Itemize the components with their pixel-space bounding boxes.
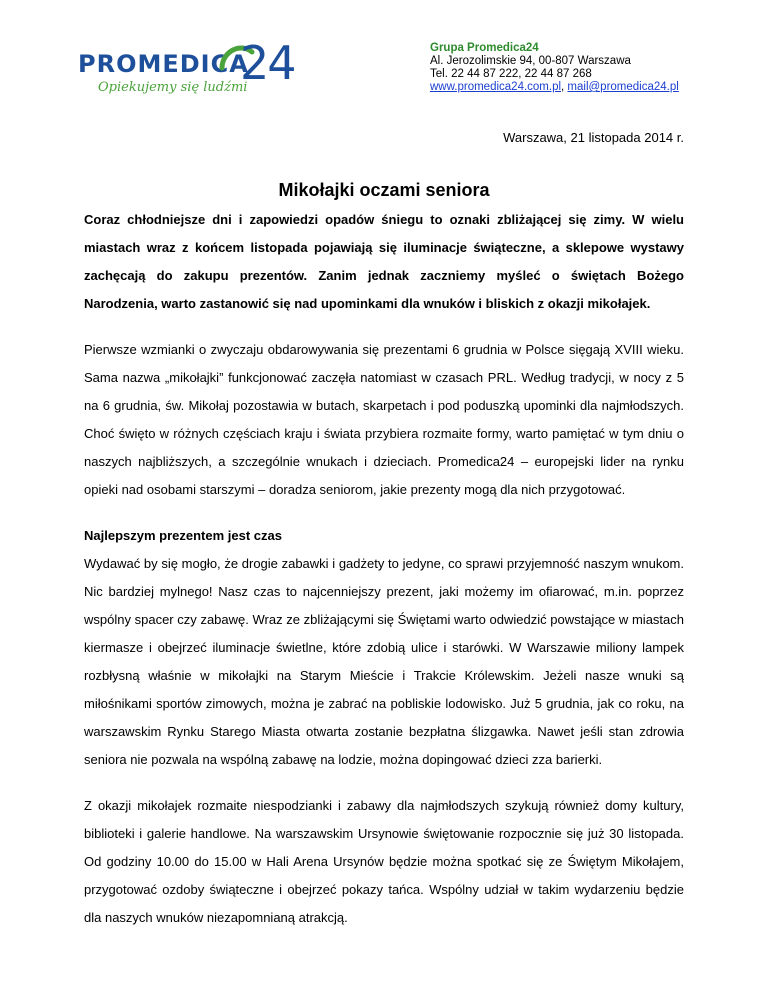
paragraph-1: Pierwsze wzmianki o zwyczaju obdarowywania się prezentami 6 grudnia w Polsce sięgają XVIII wieku. Sama nazwa „mikołajki” funkcjonować zaczęła natomiast w czasach PRL. Według tradycji, w nocy z 5 na 6 grudnia, św. Mikołaj pozostawia w butach, skarpetach i pod poduszką upominki dla najmłodszych. Choć święto w różnych częściach kraju i świata przybiera rozmaite formy, warto pamiętać w tym dniu o naszych najbliższych, a szczególnie wnukach i dzieciach. Promedica24 – europejski lider na rynku opieki nad osobami starszymi – doradza seniorom, jakie prezenty mogą dla nich przygotować. [84, 342, 684, 497]
company-name: Grupa Promedica24 [430, 42, 539, 54]
document-title: Mikołajki oczami seniora [278, 180, 490, 200]
company-address: Al. Jerozolimskie 94, 00-807 Warszawa [430, 55, 631, 67]
promedica24-logo [78, 28, 308, 98]
contact-separator: , [561, 81, 568, 93]
paragraph-3: Z okazji mikołajek rozmaite niespodzianki i zabawy dla najmłodszych szykują również domy kultury, biblioteki i galerie handlowe. Na warszawskim Ursynowie świętowanie rozpocznie się już 30 listopada. Od godziny 10.00 do 15.00 w Hali Arena Ursynów będzie można spotkać się ze Świętym Mikołajem, przygotować ozdoby świąteczne i obejrzeć pokazy tańca. Wspólny udział w takim wydarzeniu będzie dla naszych wnuków niezapomnianą atrakcją. [84, 798, 684, 925]
lead-paragraph: Coraz chłodniejsze dni i zapowiedzi opadów śniegu to oznaki zbliżającej się zimy. W wielu miastach wraz z końcem listopada pojawiają się iluminacje świąteczne, a sklepowe wystawy zachęcają do zakupu prezentów. Zanim jednak zaczniemy myśleć o świętach Bożego Narodzenia, warto zastanowić się nad upominkami dla wnuków i bliskich z okazji mikołajek. [84, 212, 684, 311]
document-body [84, 206, 684, 932]
website-link[interactable]: www.promedica24.com.pl [430, 81, 562, 93]
email-link[interactable]: mail@promedica24.pl [567, 81, 679, 93]
logo-name: PROMEDICA [78, 50, 249, 78]
company-phone: Tel. 22 44 87 222, 22 44 87 268 [430, 68, 592, 80]
company-contacts [430, 81, 679, 94]
paragraph-2: Wydawać by się mogło, że drogie zabawki i gadżety to jedyne, co sprawi przyjemność naszym wnukom. Nic bardziej mylnego! Nasz czas to najcenniejszy prezent, jaki możemy im ofiarować, m.in. poprzez wspólny spacer czy zabawę. Wraz ze zbliżającymi się Świętami warto odwiedzić powstające w miastach kiermasze i obejrzeć iluminacje świetlne, które zdobią ulice i starówki. W Warszawie miliony lampek rozbłysną właśnie w mikołajki na Starym Mieście i Trakcie Królewskim. Jeżeli nasze wnuki są miłośnikami sportów zimowych, można je zabrać na pobliskie lodowisko. Już 5 grudnia, jak co roku, na warszawskim Rynku Starego Miasta otwarta zostanie bezpłatna ślizgawka. Nawet jeśli stan zdrowia seniora nie pozwala na wspólną zabawę na lodzie, można dopingować dzieci zza barierki. [84, 556, 684, 767]
company-info [430, 42, 679, 94]
logo-number: 24 [240, 36, 295, 90]
section-heading: Najlepszym prezentem jest czas [84, 528, 282, 543]
logo-tagline: Opiekujemy się ludźmi [98, 80, 248, 95]
document-date: Warszawa, 21 listopada 2014 r. [503, 130, 684, 145]
